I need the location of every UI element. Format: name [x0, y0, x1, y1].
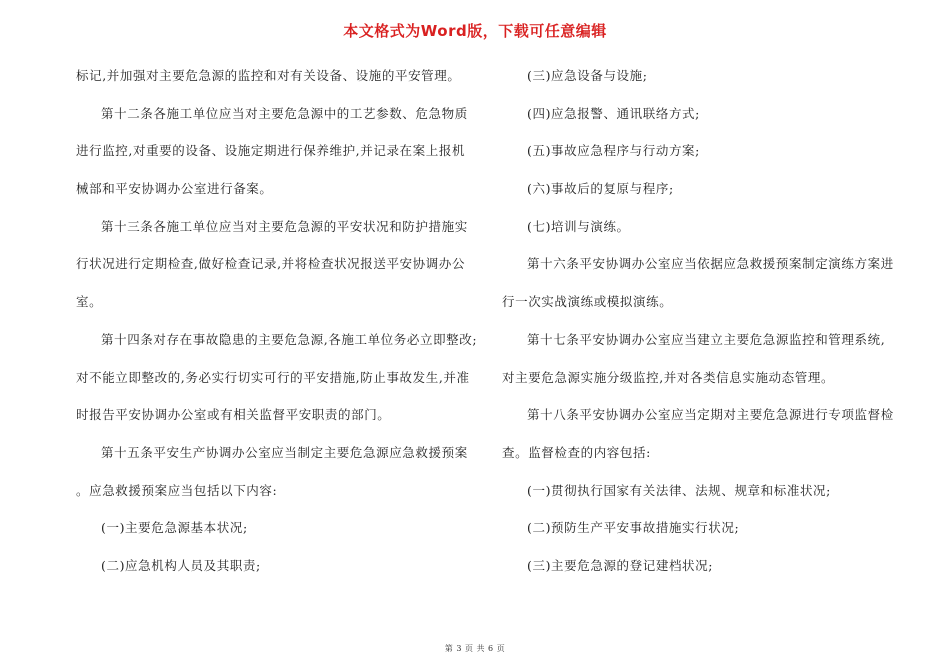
text-line: 。应急救援预案应当包括以下内容: [76, 482, 278, 498]
text-line: (一)主要危急源基本状况; [101, 520, 248, 536]
text-line: (五)事故应急程序与行动方案; [527, 143, 700, 159]
text-line: (六)事故后的复原与程序; [527, 181, 674, 197]
text-line: (三)应急设备与设施; [527, 68, 648, 83]
text-line: 行一次实战演练或模拟演练。 [502, 294, 673, 310]
text-line: (一)贯彻执行国家有关法律、法规、规章和标准状况; [527, 482, 831, 498]
left-column [76, 66, 478, 594]
text-line: (二)预防生产平安事故措施实行状况; [527, 520, 740, 536]
text-line: 行状况进行定期检查,做好检查记录,并将检查状况报送平安协调办公 [76, 256, 466, 272]
page-number: 第 3 页 共 6 页 [444, 644, 506, 653]
text-line: 室。 [76, 294, 103, 310]
text-line: (三)主要危急源的登记建档状况; [527, 557, 714, 573]
text-line: 查。监督检查的内容包括: [502, 444, 651, 460]
text-line: (二)应急机构人员及其职责; [101, 557, 261, 573]
format-banner: 本文格式为Word版，下载可任意编辑 [343, 22, 607, 40]
text-line: 第十五条平安生产协调办公室应当制定主要危急源应急救援预案 [101, 444, 468, 460]
text-line: (四)应急报警、通讯联络方式; [527, 105, 700, 121]
text-line: 标记,并加强对主要危急源的监控和对有关设备、设施的平安管理。 [76, 68, 461, 83]
text-line: 对主要危急源实施分级监控,并对各类信息实施动态管理。 [502, 369, 835, 385]
text-line: 进行监控,对重要的设备、设施定期进行保养维护,并记录在案上报机 [76, 143, 466, 159]
right-column [502, 66, 904, 594]
text-line: 第十四条对存在事故隐患的主要危急源,各施工单位务必立即整改; [101, 331, 478, 347]
text-line: 第十二条各施工单位应当对主要危急源中的工艺参数、危急物质 [101, 105, 468, 121]
text-line: 时报告平安协调办公室或有相关监督平安职责的部门。 [76, 407, 391, 423]
text-line: 第十八条平安协调办公室应当定期对主要危急源进行专项监督检 [527, 407, 894, 423]
text-line: 第十六条平安协调办公室应当依据应急救援预案制定演练方案进 [527, 256, 894, 272]
text-line: 械部和平安协调办公室进行备案。 [76, 181, 273, 197]
text-line: (七)培训与演练。 [527, 218, 630, 234]
text-line: 第十七条平安协调办公室应当建立主要危急源监控和管理系统, [527, 331, 886, 347]
text-line: 第十三条各施工单位应当对主要危急源的平安状况和防护措施实 [101, 218, 468, 234]
text-line: 对不能立即整改的,务必实行切实可行的平安措施,防止事故发生,并准 [76, 369, 470, 385]
